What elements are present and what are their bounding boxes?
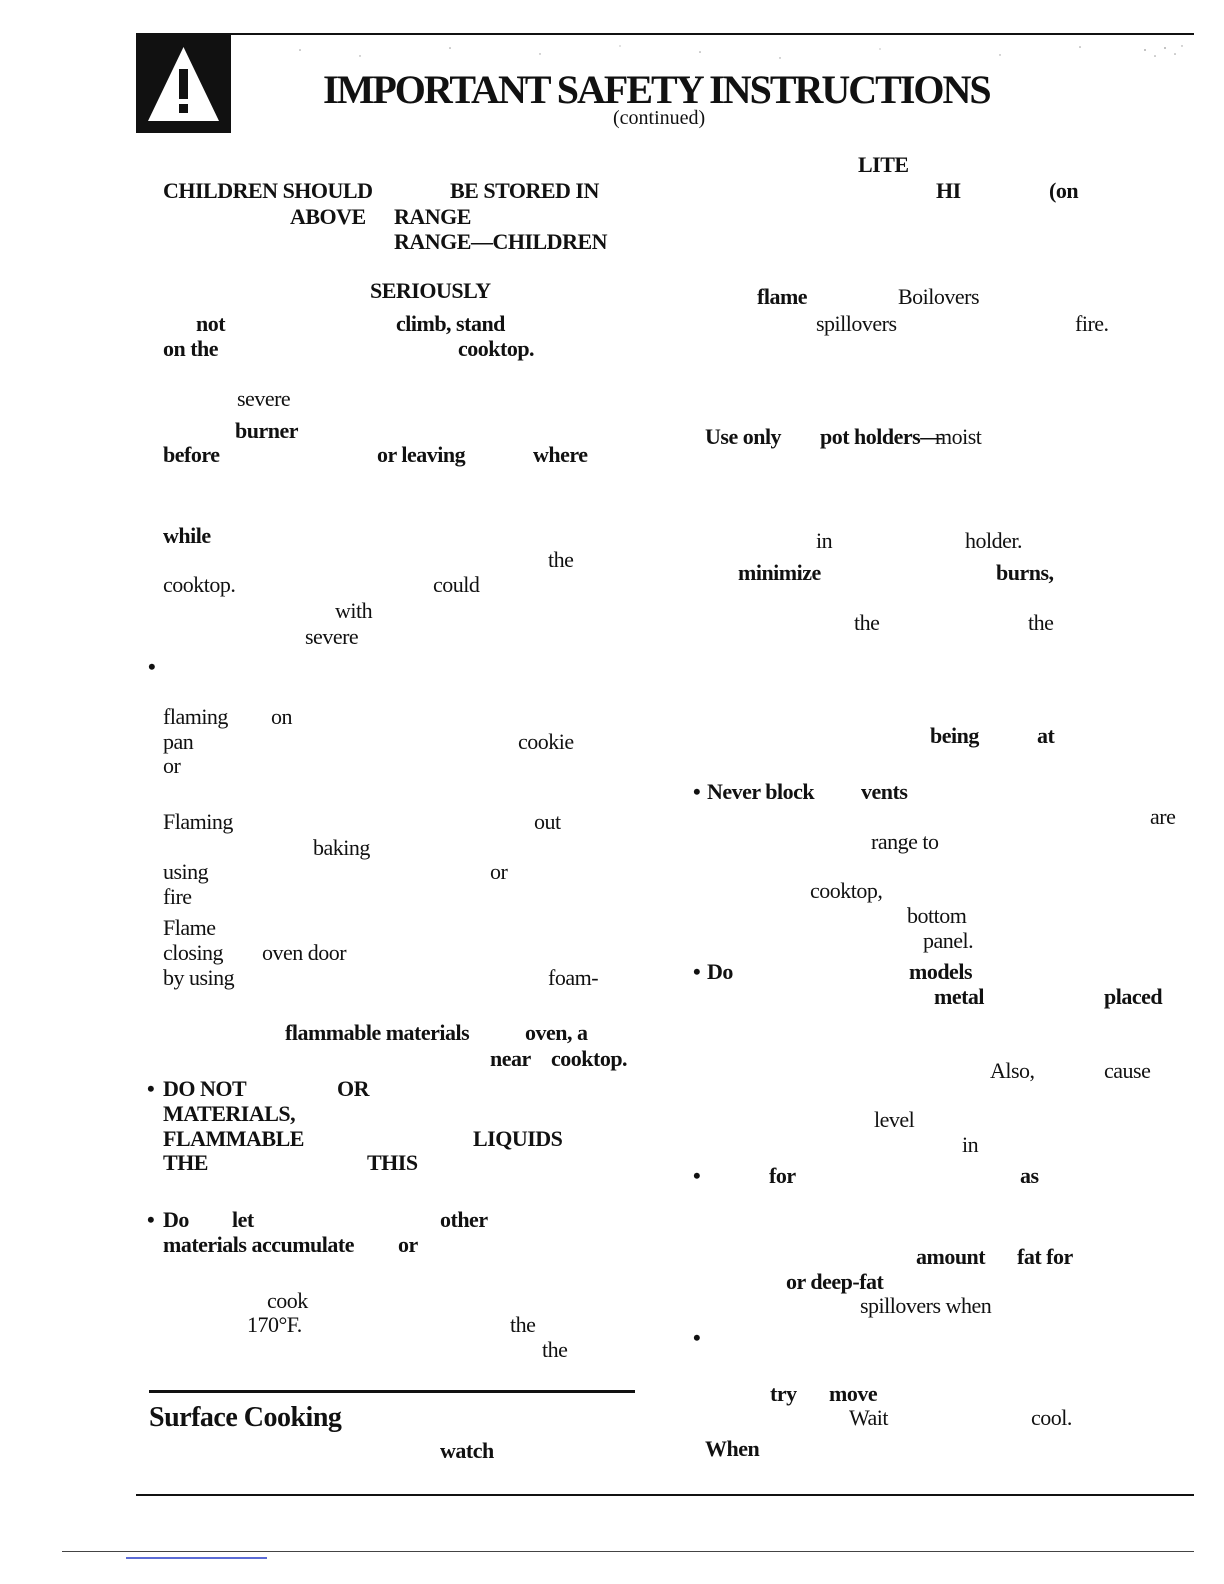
text-fragment: flame bbox=[757, 284, 808, 309]
text-fragment: where bbox=[533, 442, 588, 467]
text-fragment: range to bbox=[871, 829, 939, 854]
warning-box bbox=[136, 35, 231, 133]
text-fragment: FLAMMABLE bbox=[163, 1126, 304, 1151]
text-fragment: near bbox=[490, 1046, 531, 1071]
text-fragment: closing bbox=[163, 940, 224, 965]
text-fragment: pan bbox=[163, 729, 194, 754]
text-fragment: by using bbox=[163, 965, 235, 990]
text-fragment: cooktop. bbox=[163, 572, 236, 597]
text-fragment: could bbox=[433, 572, 480, 597]
scan-noise bbox=[240, 38, 1190, 68]
text-fragment: foam- bbox=[548, 965, 599, 990]
bullet-icon: • bbox=[693, 779, 701, 804]
text-fragment: the bbox=[854, 610, 880, 635]
warning-triangle-icon bbox=[146, 45, 221, 123]
text-fragment: the bbox=[542, 1337, 568, 1362]
text-fragment: holder. bbox=[965, 528, 1022, 553]
text-fragment: at bbox=[1037, 723, 1055, 748]
text-fragment: RANGE bbox=[394, 204, 471, 229]
text-fragment: models bbox=[909, 959, 972, 984]
text-fragment: moist bbox=[935, 424, 982, 449]
text-fragment: or deep-fat bbox=[786, 1269, 884, 1294]
text-fragment: (on bbox=[1049, 178, 1079, 203]
text-fragment: BE STORED IN bbox=[450, 178, 599, 203]
section-rule bbox=[149, 1390, 635, 1393]
text-fragment: CHILDREN SHOULD bbox=[163, 178, 373, 203]
text-fragment: LIQUIDS bbox=[473, 1126, 563, 1151]
text-fragment: the bbox=[1028, 610, 1054, 635]
text-fragment: cool. bbox=[1031, 1405, 1072, 1430]
text-fragment: HI bbox=[936, 178, 961, 203]
text-fragment: for bbox=[769, 1163, 796, 1188]
text-fragment: being bbox=[930, 723, 979, 748]
text-fragment: the bbox=[548, 547, 574, 572]
text-fragment: Flaming bbox=[163, 809, 233, 834]
text-fragment: spillovers when bbox=[860, 1293, 992, 1318]
text-fragment: placed bbox=[1104, 984, 1163, 1009]
bullet-icon: • bbox=[147, 1076, 155, 1101]
text-fragment: THE bbox=[163, 1150, 208, 1175]
text-fragment: move bbox=[829, 1381, 878, 1406]
text-fragment: cause bbox=[1104, 1058, 1151, 1083]
text-fragment: amount bbox=[916, 1244, 986, 1269]
text-fragment: Wait bbox=[849, 1405, 888, 1430]
text-fragment: Flame bbox=[163, 915, 216, 940]
text-fragment: materials accumulate bbox=[163, 1232, 354, 1257]
text-fragment: Do bbox=[163, 1207, 189, 1232]
text-fragment: while bbox=[163, 523, 211, 548]
text-fragment: Do bbox=[707, 959, 733, 984]
text-fragment: as bbox=[1020, 1163, 1039, 1188]
page-subtitle: (continued) bbox=[613, 107, 706, 129]
text-fragment: before bbox=[163, 442, 220, 467]
text-fragment: pot holders— bbox=[820, 424, 942, 449]
text-fragment: 170°F. bbox=[247, 1312, 302, 1337]
text-fragment: or bbox=[398, 1232, 418, 1257]
text-fragment: panel. bbox=[923, 928, 974, 953]
bullet-icon: • bbox=[147, 1207, 155, 1232]
text-fragment: in bbox=[816, 528, 833, 553]
text-fragment: are bbox=[1150, 804, 1176, 829]
text-fragment: oven, a bbox=[525, 1020, 588, 1045]
text-fragment: cookie bbox=[518, 729, 574, 754]
text-fragment: oven door bbox=[262, 940, 347, 965]
text-fragment: out bbox=[534, 809, 561, 834]
text-fragment: Boilovers bbox=[898, 284, 980, 309]
text-fragment: with bbox=[335, 598, 373, 623]
text-fragment: LITE bbox=[858, 152, 909, 177]
top-rule bbox=[136, 33, 1194, 35]
text-fragment: or bbox=[163, 753, 181, 778]
bottom-rule bbox=[136, 1494, 1194, 1496]
bullet-icon: • bbox=[148, 654, 156, 679]
text-fragment: fire bbox=[163, 884, 192, 909]
text-fragment: level bbox=[874, 1107, 915, 1132]
text-fragment: not bbox=[196, 311, 226, 336]
text-fragment: RANGE—CHILDREN bbox=[394, 229, 608, 254]
text-fragment: SERIOUSLY bbox=[370, 278, 491, 303]
footer-rule bbox=[62, 1551, 1194, 1552]
text-fragment: the bbox=[510, 1312, 536, 1337]
text-fragment: flammable materials bbox=[285, 1020, 470, 1045]
text-fragment: ABOVE bbox=[290, 204, 366, 229]
text-fragment: metal bbox=[934, 984, 985, 1009]
text-fragment: on the bbox=[163, 336, 219, 361]
text-fragment: cooktop, bbox=[810, 878, 883, 903]
text-fragment: using bbox=[163, 859, 209, 884]
text-fragment: on bbox=[271, 704, 292, 729]
text-fragment: severe bbox=[305, 624, 359, 649]
text-fragment: burns, bbox=[996, 560, 1054, 585]
text-fragment: baking bbox=[313, 835, 370, 860]
text-fragment: fat for bbox=[1017, 1244, 1073, 1269]
text-fragment: flaming bbox=[163, 704, 228, 729]
text-fragment: cook bbox=[267, 1288, 308, 1313]
text-fragment: fire. bbox=[1075, 311, 1109, 336]
bullet-icon: • bbox=[693, 959, 701, 984]
bullet-icon: • bbox=[693, 1163, 701, 1188]
text-fragment: severe bbox=[237, 386, 291, 411]
text-fragment: or bbox=[490, 859, 508, 884]
text-fragment: cooktop. bbox=[458, 336, 535, 361]
text-fragment: climb, stand bbox=[396, 311, 505, 336]
text-fragment: bottom bbox=[907, 903, 967, 928]
bullet-icon: • bbox=[693, 1325, 701, 1350]
text-fragment: try bbox=[770, 1381, 797, 1406]
text-fragment: MATERIALS, bbox=[163, 1101, 296, 1126]
text-fragment: other bbox=[440, 1207, 488, 1232]
text-fragment: OR bbox=[337, 1076, 369, 1101]
text-fragment: cooktop. bbox=[551, 1046, 628, 1071]
text-fragment: burner bbox=[235, 418, 298, 443]
text-fragment: vents bbox=[861, 779, 908, 804]
footer-link-bar bbox=[126, 1557, 267, 1559]
text-fragment: spillovers bbox=[816, 311, 897, 336]
text-fragment: watch bbox=[440, 1438, 494, 1463]
text-fragment: minimize bbox=[738, 560, 821, 585]
section-heading: Surface Cooking bbox=[149, 1402, 342, 1433]
text-fragment: or leaving bbox=[377, 442, 466, 467]
text-fragment: DO NOT bbox=[163, 1076, 247, 1101]
text-fragment: Use only bbox=[705, 424, 782, 449]
text-fragment: Never block bbox=[707, 779, 815, 804]
page-title: IMPORTANT SAFETY INSTRUCTIONS bbox=[323, 67, 990, 112]
text-fragment: let bbox=[232, 1207, 254, 1232]
text-fragment: in bbox=[962, 1132, 979, 1157]
text-fragment: Also, bbox=[990, 1058, 1035, 1083]
text-fragment: THIS bbox=[367, 1150, 418, 1175]
text-fragment: When bbox=[705, 1436, 760, 1461]
